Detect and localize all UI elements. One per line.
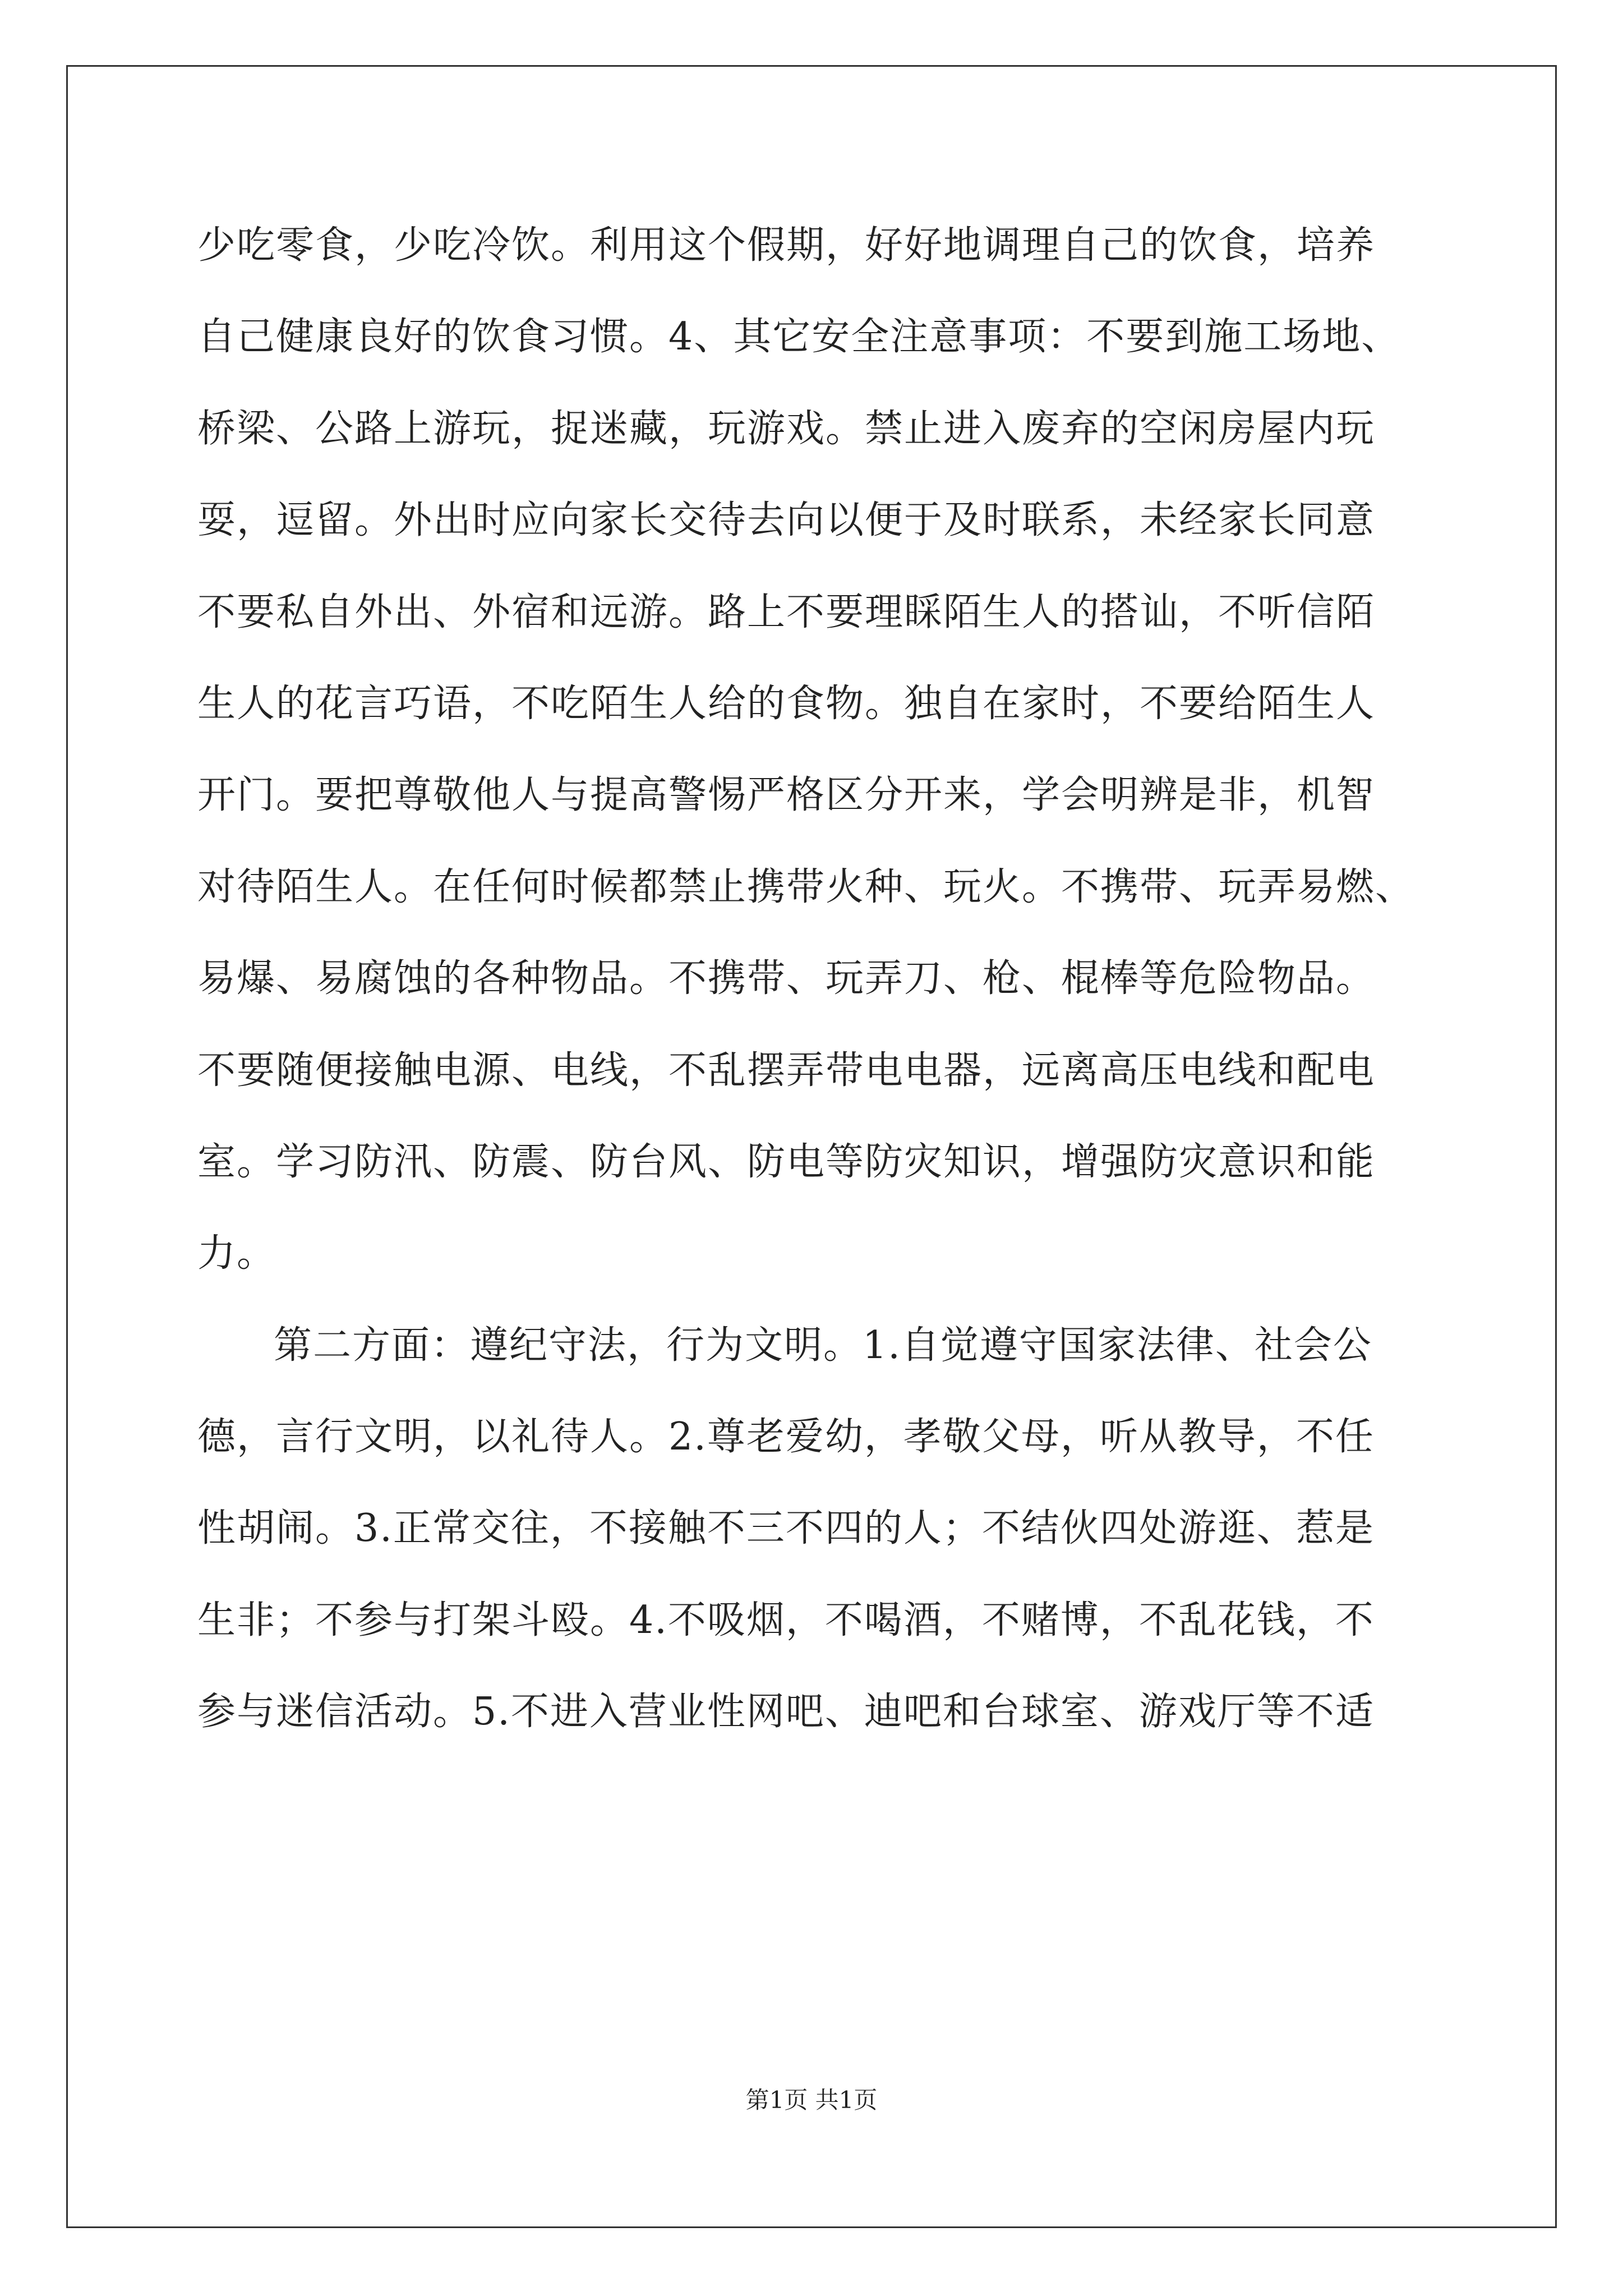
paragraph-1 — [197, 218, 1431, 1318]
document-body — [197, 218, 1431, 1776]
text-line: 生非；不参与打架斗殴。4.不吸烟，不喝酒，不赌博，不乱花钱，不 — [197, 1598, 1375, 1642]
text-line: 力。 — [197, 1231, 276, 1276]
text-line: 室。学习防汛、防震、防台风、防电等防灾知识，增强防灾意识和能 — [197, 1139, 1376, 1184]
text-line: 易爆、易腐蚀的各种物品。不携带、玩弄刀、枪、棍棒等危险物品。 — [197, 956, 1376, 1001]
paragraph-2 — [197, 1318, 1431, 1776]
text-line: 少吃零食，少吃冷饮。利用这个假期，好好地调理自己的饮食，培养 — [197, 223, 1376, 268]
text-line: 桥梁、公路上游玩，捉迷藏，玩游戏。禁止进入废弃的空闲房屋内玩 — [197, 406, 1376, 451]
text-line: 对待陌生人。在任何时候都禁止携带火种、玩火。不携带、玩弄易燃、 — [197, 864, 1415, 909]
text-line: 自己健康良好的饮食习惯。4、其它安全注意事项：不要到施工场地、 — [197, 315, 1401, 360]
text-line: 不要私自外出、外宿和远游。路上不要理睬陌生人的搭讪，不听信陌 — [197, 590, 1376, 634]
text-line: 生人的花言巧语，不吃陌生人给的食物。独自在家时，不要给陌生人 — [197, 681, 1376, 726]
text-line: 德，言行文明，以礼待人。2.尊老爱幼，孝敬父母，听从教导，不任 — [197, 1415, 1375, 1460]
text-line: 耍，逗留。外出时应向家长交待去向以便于及时联系，未经家长同意 — [197, 498, 1376, 543]
text-line: 性胡闹。3.正常交往，不接触不三不四的人；不结伙四处游逛、惹是 — [197, 1506, 1375, 1551]
text-line: 不要随便接触电源、电线，不乱摆弄带电电器，远离高压电线和配电 — [197, 1048, 1376, 1093]
text-line: 第二方面：遵纪守法，行为文明。1.自觉遵守国家法律、社会公 — [274, 1323, 1372, 1368]
text-line: 参与迷信活动。5.不进入营业性网吧、迪吧和台球室、游戏厅等不适 — [197, 1690, 1375, 1734]
text-line: 开门。要把尊敬他人与提高警惕严格区分开来，学会明辨是非，机智 — [197, 773, 1376, 818]
page-footer: 第1页 共1页 — [745, 2086, 878, 2114]
